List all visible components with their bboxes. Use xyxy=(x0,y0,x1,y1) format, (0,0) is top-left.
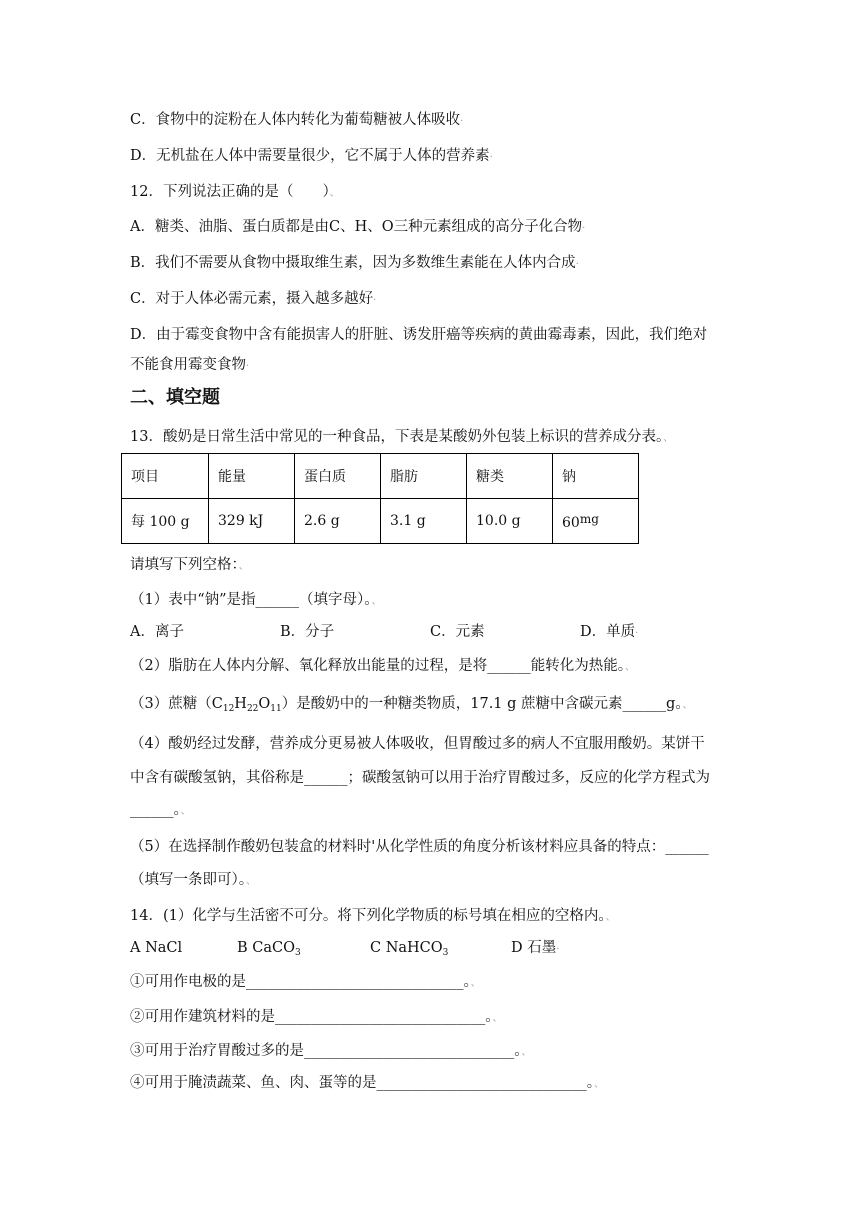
q12-option-d-line1: D．由于霉变食物中含有能损害人的肝脏、诱发肝癌等疾病的黄曲霉毒素，因此，我们绝对 xyxy=(130,327,708,343)
q13-part4-line2: 中含有碳酸氢钠，其俗称是______；碳酸氢钠可以用于治疗胃酸过多，反应的化学方程式为 xyxy=(130,770,710,786)
q12-stem: 12．下列说法正确的是（ ）、 xyxy=(130,184,340,200)
q14-option-d: D 石墨· xyxy=(511,940,560,956)
q14-item1: ①可用作电极的是______________________________。、 xyxy=(130,974,481,990)
q12-option-b: B．我们不需要从食物中摄取维生素，因为多数维生素能在人体内合成· xyxy=(130,255,579,271)
q13-part5-line2: （填写一条即可）。、 xyxy=(130,872,256,888)
q13-fill-intro: 请填写下列空格：、 xyxy=(130,557,249,573)
q14-option-c: C NaHCO$_3$ xyxy=(370,940,449,958)
q13-part4-line3: ______。、 xyxy=(130,802,191,818)
q14-item2: ②可用作建筑材料的是_____________________________。、 xyxy=(130,1009,503,1025)
q13-part4-line1: （4）酸奶经过发酵，营养成分更易被人体吸收，但胃酸过多的病人不宜服用酸奶。某饼干 xyxy=(130,736,705,752)
q14-item3: ③可用于治疗胃酸过多的是_____________________________。、 xyxy=(130,1043,532,1059)
table-header-cell: 钠 xyxy=(553,454,639,499)
q11-option-d: D．无机盐在人体中需要量很少，它不属于人体的营养素· xyxy=(130,148,493,164)
section-heading: 二、填空题 xyxy=(130,387,220,408)
q14-stem: 14．(1）化学与生活密不可分。将下列化学物质的标号填在相应的空格内。、 xyxy=(130,908,616,924)
table-cell-sodium: 60mg xyxy=(553,499,639,544)
table-cell: 10.0 g xyxy=(467,499,553,544)
sodium-unit: mg xyxy=(579,511,599,526)
q14-option-a: A NaCl xyxy=(130,940,183,956)
table-header-cell: 脂肪 xyxy=(381,454,467,499)
table-cell: 每 100 g xyxy=(122,499,209,544)
q14-option-b: B CaCO$_3$ xyxy=(237,940,301,958)
q13-option-c: C．元素 xyxy=(430,624,485,640)
q13-option-a: A．离子 xyxy=(130,624,184,640)
q13-part3: （3）蔗糖$(C_{12}H_{22}O_{11})$是酸奶中的一种糖类物质，17.1 g 蔗糖中含碳元素______g。、 xyxy=(130,696,693,714)
table-cell: 3.1 g xyxy=(381,499,467,544)
q13-part1: （1）表中“钠”是指______（填字母）。、 xyxy=(130,592,382,608)
table-header-cell: 项目 xyxy=(122,454,209,499)
table-row xyxy=(122,499,639,544)
table-header-cell: 糖类 xyxy=(467,454,553,499)
q14-item4: ④可用于腌渍蔬菜、鱼、肉、蛋等的是_____________________________。、 xyxy=(130,1075,604,1091)
table-header-cell: 蛋白质 xyxy=(295,454,381,499)
q12-option-d-line2: 不能食用霉变食物· xyxy=(130,357,250,373)
table-header-row xyxy=(122,454,639,499)
q12-option-c: C．对于人体必需元素，摄入越多越好· xyxy=(130,291,377,307)
q11-option-c: C．食物中的淀粉在人体内转化为葡萄糖被人体吸收· xyxy=(130,112,464,128)
nutrition-table xyxy=(121,453,639,544)
q13-option-b: B．分子 xyxy=(280,624,335,640)
table-header-cell: 能量 xyxy=(209,454,295,499)
q13-stem: 13．酸奶是日常生活中常见的一种食品，下表是某酸奶外包装上标识的营养成分表。、 xyxy=(130,429,674,445)
table-cell: 329 kJ xyxy=(209,499,295,544)
q13-part2: （2）脂肪在人体内分解、氧化释放出能量的过程，是将______能转化为热能。、 xyxy=(130,658,635,674)
table-cell: 2.6 g xyxy=(295,499,381,544)
q12-option-a: A．糖类、油脂、蛋白质都是由C、H、O三种元素组成的高分子化合物· xyxy=(130,219,586,235)
q13-option-d: D．单质· xyxy=(580,624,639,640)
q13-part5-line1: （5）在选择制作酸奶包装盒的材料时'从化学性质的角度分析该材料应具备的特点：______ xyxy=(130,839,709,855)
